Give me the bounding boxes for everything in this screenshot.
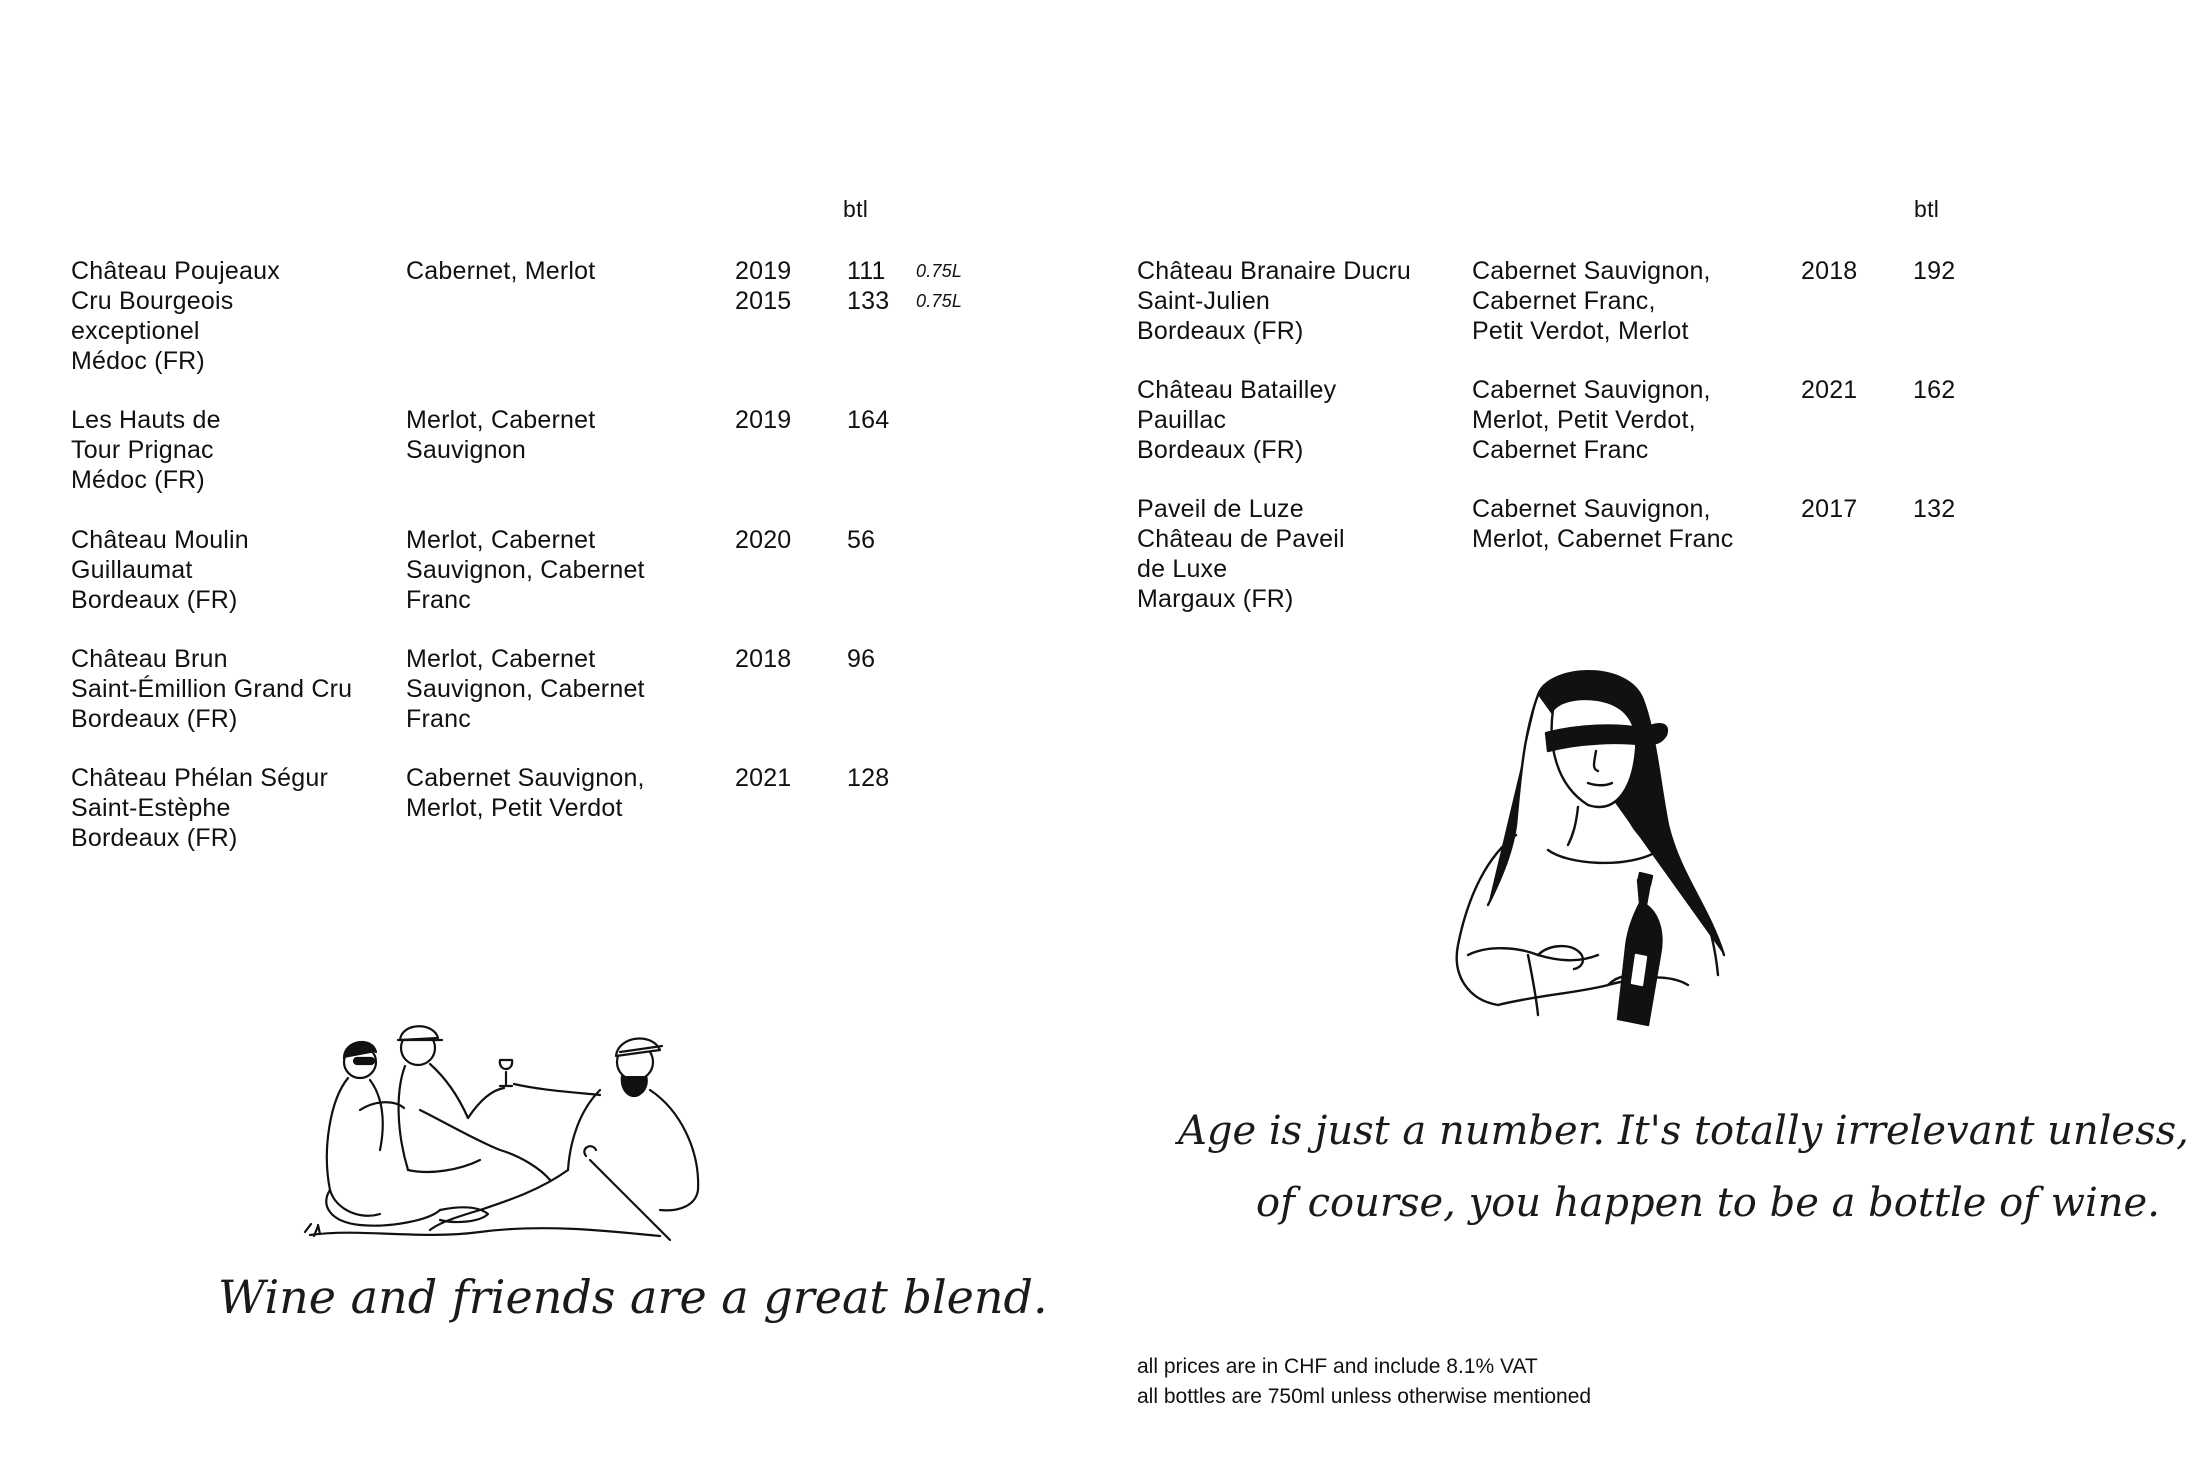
wine-name [71,525,401,615]
wine-grapes-line: Franc [406,586,471,614]
wine-name-line: Médoc (FR) [71,347,205,375]
wine-grapes-line: Cabernet Sauvignon, [1472,376,1711,404]
wine-name-line: Bordeaux (FR) [71,705,238,733]
wine-grapes [406,525,706,615]
wine-name-line: Saint-Julien [1137,287,1271,315]
wine-price [847,525,875,555]
wine-vintage [735,525,791,555]
wine-vintage [735,644,791,674]
wine-name [71,256,401,376]
wine-grapes-line: Merlot, Cabernet Franc [1472,525,1734,553]
wine-price [847,763,889,793]
wine-name-line: Les Hauts de [71,406,221,434]
wine-price-line: 132 [1913,495,1956,523]
wine-price [1913,494,1955,524]
wine-vintage-line: 2018 [735,645,792,673]
wine-name-line: Guillaumat [71,556,193,584]
wine-name-line: Margaux (FR) [1137,585,1294,613]
wine-name-line: Paveil de Luze [1137,495,1304,523]
wine-size-line: 0.75L [916,261,963,281]
wine-grapes-line: Petit Verdot, Merlot [1472,317,1689,345]
wine-grapes-line: Cabernet, Merlot [406,257,596,285]
wine-vintage-line: 2021 [1801,376,1858,404]
wine-grapes [406,763,706,823]
wine-grapes-line: Sauvignon, Cabernet [406,556,645,584]
right-quote-line-2: of course, you happen to be a bottle of wine. [1256,1180,2160,1226]
wine-price-line: 56 [847,526,876,554]
wine-name-line: Pauillac [1137,406,1227,434]
wine-name [71,763,401,853]
wine-price-line: 133 [847,287,890,315]
wine-grapes-line: Merlot, Cabernet [406,526,596,554]
wine-price [847,256,889,316]
wine-grapes-line: Cabernet Sauvignon, [1472,495,1711,523]
wine-vintage-line: 2021 [735,764,792,792]
wine-name-line: Bordeaux (FR) [1137,317,1304,345]
wine-name-line: exceptionel [71,317,200,345]
wine-name-line: Château Poujeaux [71,257,280,285]
wine-grapes [406,644,706,734]
wine-size [916,256,962,316]
wine-grapes-line: Cabernet Franc, [1472,287,1656,315]
wine-size-line: 0.75L [916,291,963,311]
wine-grapes [406,256,706,286]
wine-grapes-line: Cabernet Franc [1472,436,1649,464]
wine-name-line: Saint-Émillion Grand Cru [71,675,353,703]
footnote-prices: all prices are in CHF and include 8.1% VAT [1137,1355,1538,1378]
wine-grapes-line: Merlot, Cabernet [406,645,596,673]
wine-vintage-line: 2018 [1801,257,1858,285]
right-page [1028,0,2189,1459]
wine-name [1137,256,1467,346]
wine-price-line: 128 [847,764,890,792]
wine-price-line: 164 [847,406,890,434]
wine-grapes-line: Merlot, Petit Verdot [406,794,623,822]
wine-price [1913,256,1955,286]
wine-name [1137,375,1467,465]
wine-name-line: Château Batailley [1137,376,1337,404]
left-quote: Wine and friends are a great blend. [218,1270,1048,1324]
wine-name-line: Bordeaux (FR) [71,586,238,614]
wine-name-line: Château Brun [71,645,228,673]
wine-grapes-line: Merlot, Petit Verdot, [1472,406,1696,434]
wine-name-line: Château de Paveil [1137,525,1345,553]
wine-grapes-line: Sauvignon, Cabernet [406,675,645,703]
wine-name-line: Château Phélan Ségur [71,764,328,792]
btl-column-header-right: btl [1914,196,1940,222]
wine-name-line: Bordeaux (FR) [1137,436,1304,464]
wine-name-line: Cru Bourgeois [71,287,234,315]
wine-name [1137,494,1467,614]
btl-column-header: btl [843,196,869,222]
wine-grapes [1472,494,1772,554]
wine-price-line: 111 [847,257,886,285]
wine-grapes-line: Franc [406,705,471,733]
wine-grapes-line: Cabernet Sauvignon, [1472,257,1711,285]
wine-price-line: 192 [1913,257,1956,285]
footnote-bottles: all bottles are 750ml unless otherwise mentioned [1137,1385,1592,1408]
wine-vintage [735,405,791,435]
wine-vintage-line: 2015 [735,287,792,315]
picnic-friends-illustration [300,1000,740,1250]
wine-vintage-line: 2017 [1801,495,1858,523]
wine-grapes-line: Merlot, Cabernet [406,406,596,434]
wine-price [1913,375,1955,405]
wine-price-line: 96 [847,645,876,673]
wine-grapes [406,405,706,465]
footnotes [1137,1352,1591,1412]
wine-price [847,644,875,674]
blindfolded-mona-lisa-illustration [1428,655,1748,1050]
wine-vintage-line: 2020 [735,526,792,554]
wine-vintage [1801,494,1857,524]
wine-vintage [735,763,791,793]
wine-price [847,405,889,435]
wine-name-line: Château Branaire Ducru [1137,257,1411,285]
wine-vintage-line: 2019 [735,257,792,285]
wine-price-line: 162 [1913,376,1956,404]
wine-name [71,644,401,734]
wine-name-line: Château Moulin [71,526,249,554]
left-page [0,0,1048,1459]
wine-vintage [1801,375,1857,405]
wine-name [71,405,401,495]
wine-vintage-line: 2019 [735,406,792,434]
wine-name-line: Tour Prignac [71,436,214,464]
wine-name-line: de Luxe [1137,555,1228,583]
wine-vintage [735,256,791,316]
wine-vintage [1801,256,1857,286]
right-quote-line-1: Age is just a number. It's totally irrelevant unless, [1178,1108,2189,1154]
wine-grapes-line: Cabernet Sauvignon, [406,764,645,792]
wine-grapes-line: Sauvignon [406,436,526,464]
wine-name-line: Bordeaux (FR) [71,824,238,852]
wine-name-line: Saint-Estèphe [71,794,231,822]
wine-grapes [1472,375,1772,465]
wine-grapes [1472,256,1772,346]
wine-name-line: Médoc (FR) [71,466,205,494]
